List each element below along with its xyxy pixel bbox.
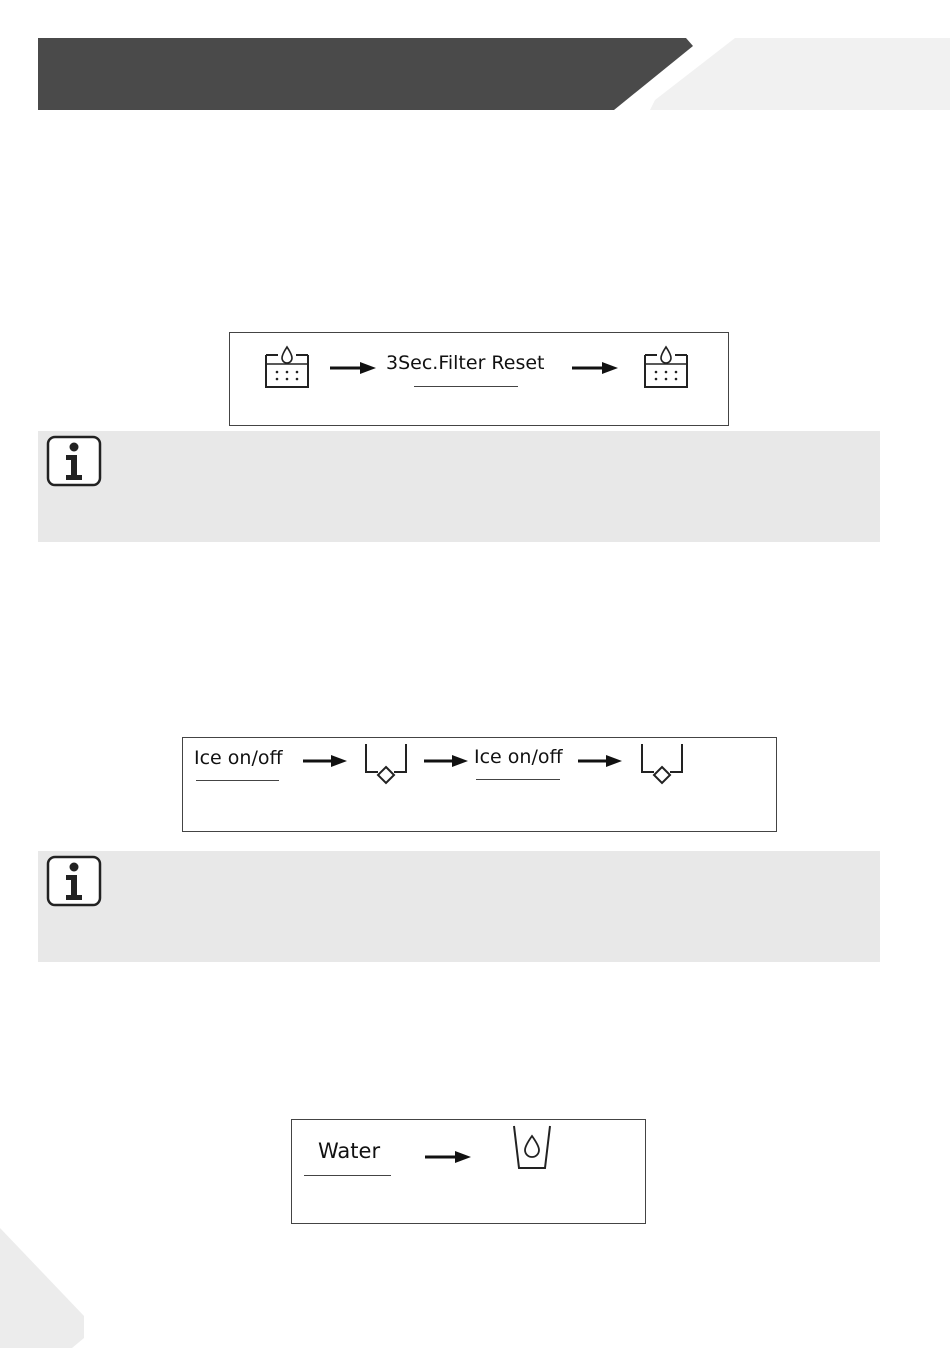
header-bar <box>0 0 950 115</box>
water-panel <box>291 1119 646 1224</box>
info-note-2 <box>38 851 880 962</box>
ice-cube-icon <box>639 742 685 788</box>
water-glass-icon <box>511 1124 553 1170</box>
filter-reset-label: 3Sec.Filter Reset <box>386 352 545 374</box>
ice-label-1: Ice on/off <box>194 747 283 769</box>
filter-reset-underline <box>414 386 518 387</box>
water-label: Water <box>318 1139 381 1163</box>
water-filter-icon <box>262 345 312 389</box>
info-icon <box>46 855 102 907</box>
filter-reset-panel <box>229 332 729 426</box>
arrow-right-icon <box>572 361 618 375</box>
arrow-right-icon <box>424 754 468 768</box>
info-icon <box>46 435 102 487</box>
ice-cube-icon <box>363 742 409 788</box>
arrow-right-icon <box>425 1150 471 1164</box>
ice-underline-1 <box>196 780 279 781</box>
ice-underline-2 <box>476 779 560 780</box>
info-note-1 <box>38 431 880 542</box>
water-underline <box>304 1175 391 1176</box>
arrow-right-icon <box>330 361 376 375</box>
ice-label-2: Ice on/off <box>474 746 563 768</box>
ice-panel <box>182 737 777 832</box>
arrow-right-icon <box>303 754 347 768</box>
water-filter-icon <box>641 345 691 389</box>
arrow-right-icon <box>578 754 622 768</box>
corner-decoration <box>0 1228 90 1348</box>
